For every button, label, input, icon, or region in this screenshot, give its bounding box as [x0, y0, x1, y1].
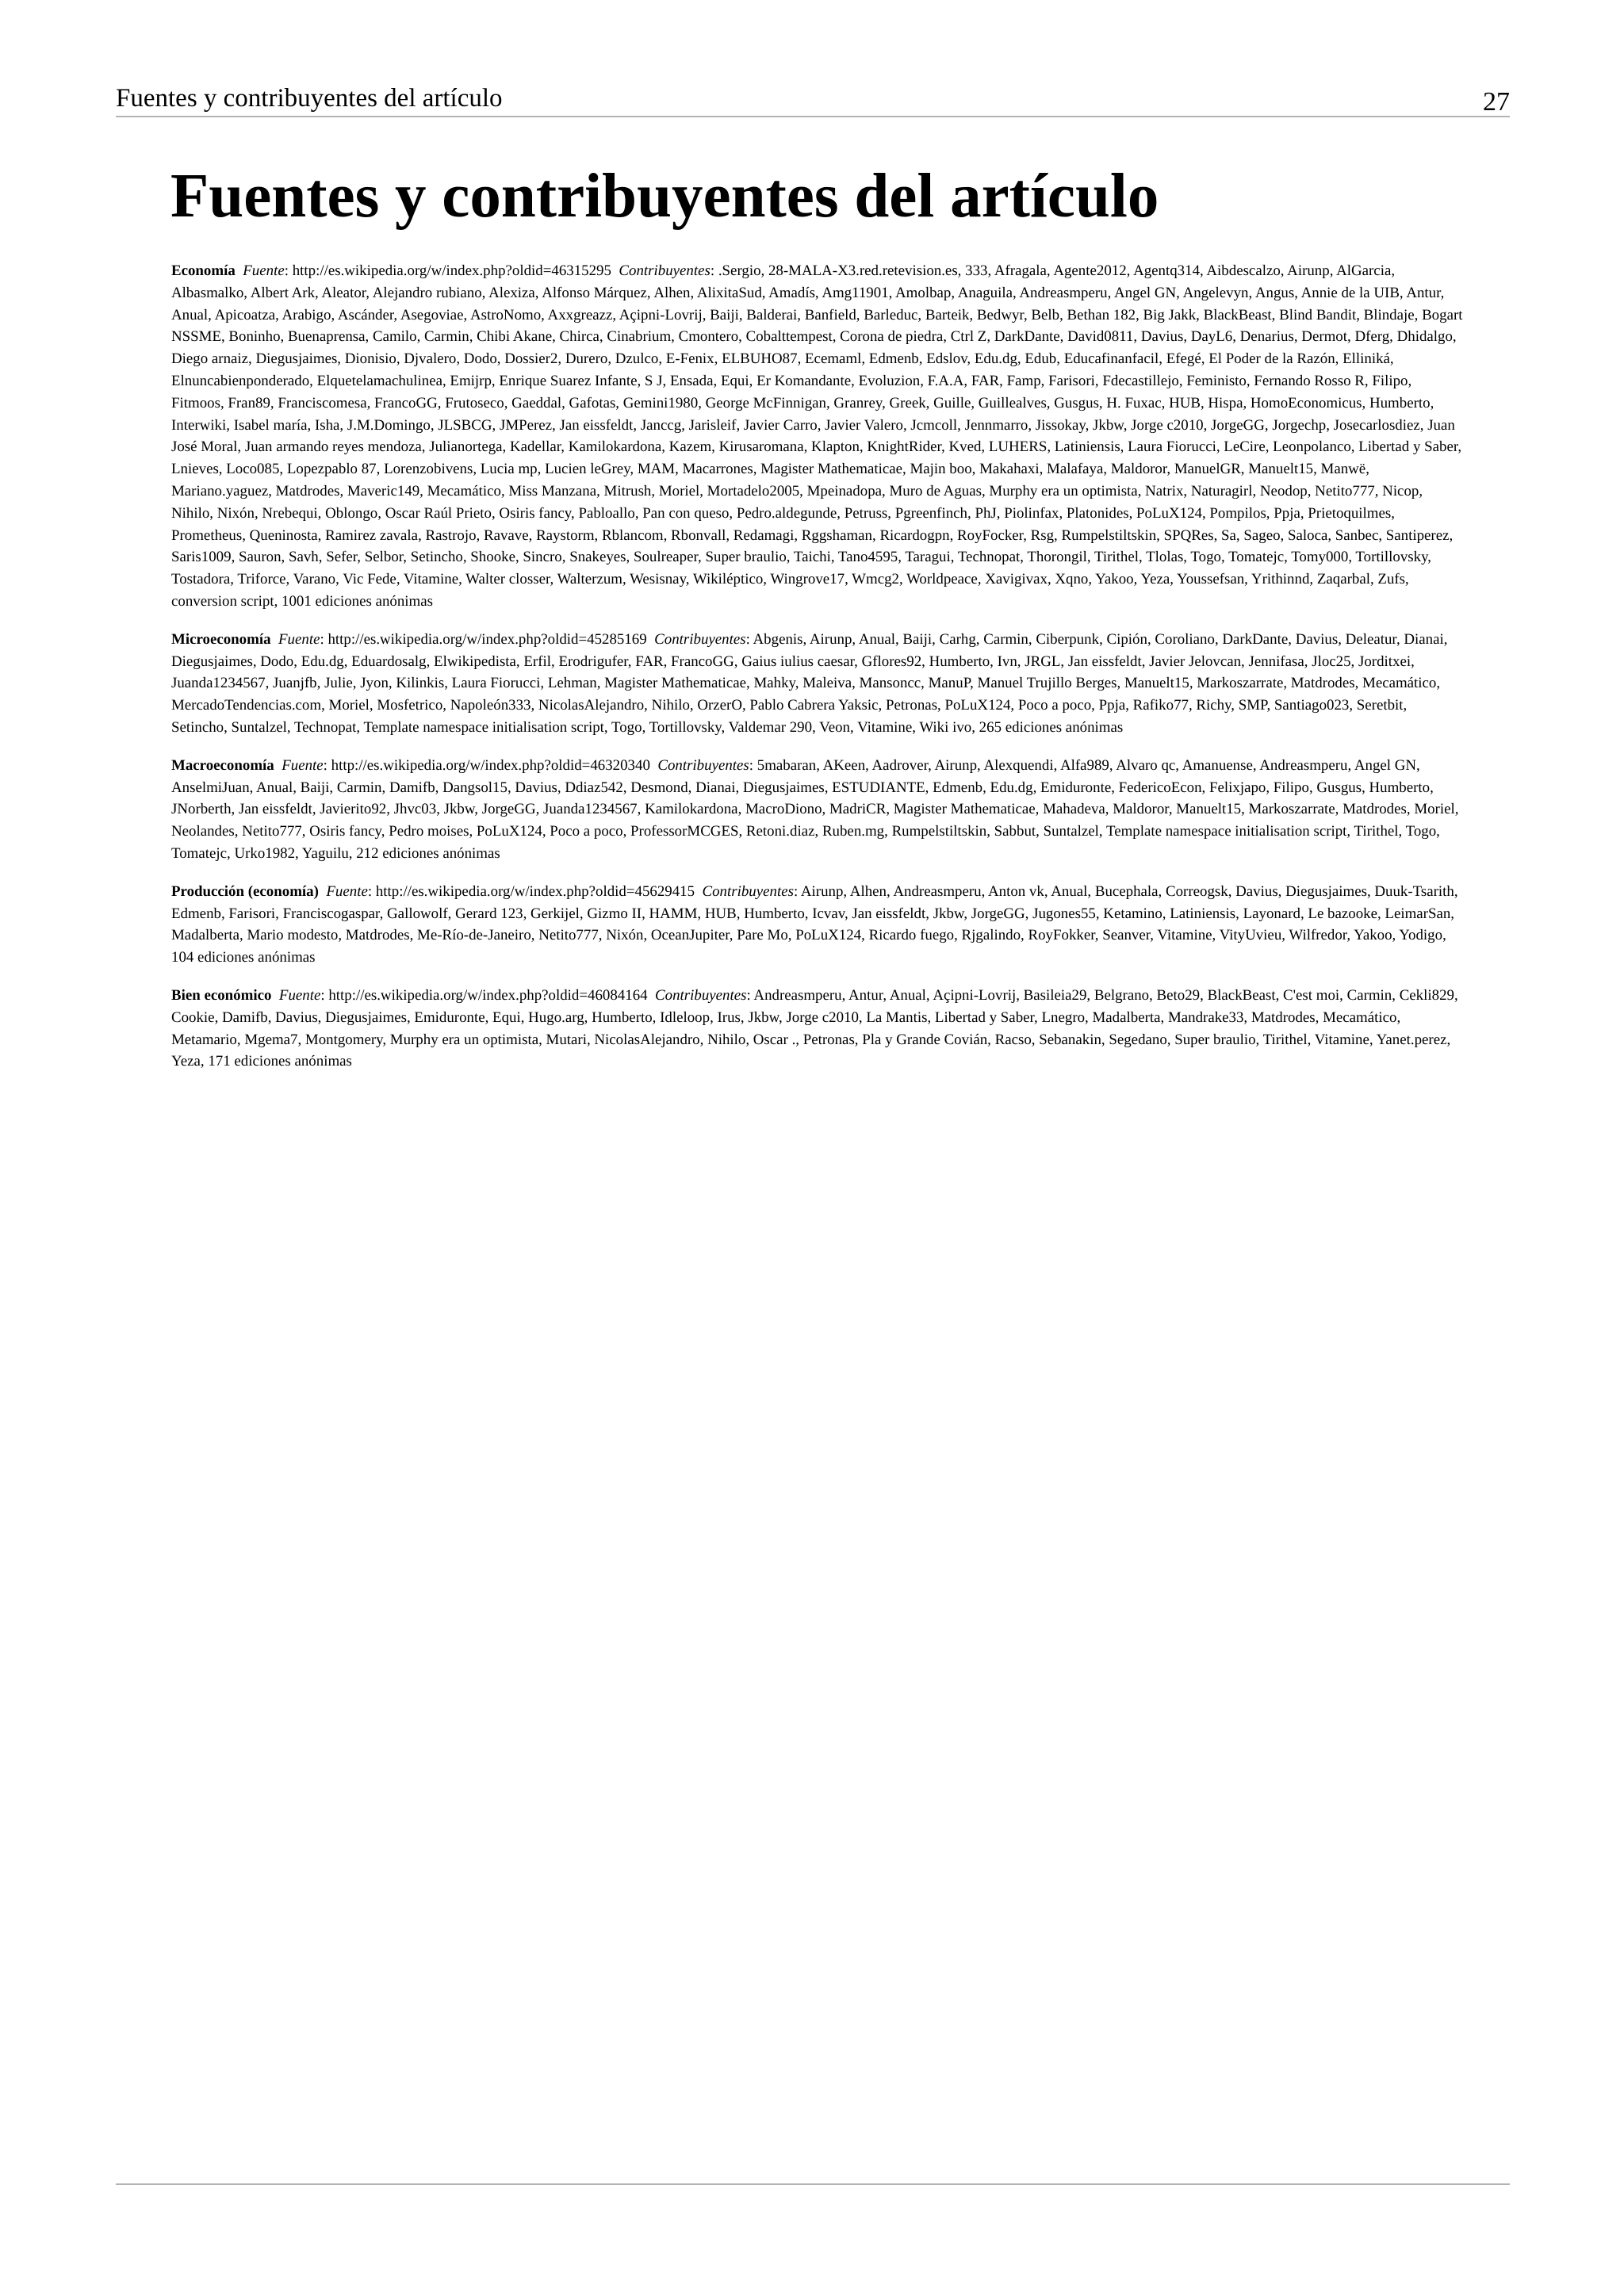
page-title: Fuentes y contribuyentes del artículo: [170, 162, 1159, 231]
source-url[interactable]: http://es.wikipedia.org/w/index.php?oldid=46320340: [331, 756, 650, 774]
contributors-label: Contribuyentes: [702, 882, 794, 900]
attribution-entry: Producción (economía) Fuente: http://es.wikipedia.org/w/index.php?oldid=45629415 Contribuyentes: Airunp, Alhen, Andreasmperu, Anton vk, Anual, Bucephala, Correogsk, Davius, Diegusjaimes, Duuk-Tsarith, Edmenb, Farisori, Franciscogaspar, Gallowolf, Gerard 123, Gerkijel, Gizmo II, HAMM, HUB, Humberto, Icvav, Jan eissfeldt, Jkbw, JorgeGG, Jugones55, Ketamino, Latiniensis, Layonard, Le bazooke, LeimarSan, Madalberta, Mario modesto, Matdrodes, Me-Río-de-Janeiro, Netito777, Nixón, OceanJupiter, Pare Mo, PoLuX124, Ricardo fuego, Rjgalindo, RoyFokker, Seanver, Vitamine, VityUvieu, Wilfredor, Yakoo, Yodigo, 104 ediciones anónimas: [171, 882, 1458, 966]
source-label: Fuente: [326, 882, 368, 900]
attribution-entry: Economía Fuente: http://es.wikipedia.org/w/index.php?oldid=46315295 Contribuyentes: .Sergio, 28-MALA-X3.red.retevision.es, 333, Afragala, Agente2012, Agentq314, Aibdescalzo, Airunp, AlGarcia, Albasmalko, Albert Ark, Aleator, Alejandro rubiano, Alexiza, Alfonso Márquez, Alhen, AlixitaSud, Amadís, Amg11901, Amolbap, Anaguila, Andreasmperu, Angel GN, Angelevyn, Angus, Annie de la UIB, Antur, Anual, Apicoatza, Arabigo, Ascánder, Asegoviae, AstroNomo, Axxgreazz, Açipni-Lovrij, Baiji, Balderai, Banfield, Barleduc, Barteik, Bedwyr, Belb, Bethan 182, Big Jakk, BlackBeast, Blind Bandit, Blindaje, Bogart NSSME, Boninho, Buenaprensa, Camilo, Carmin, Chibi Akane, Chirca, Cinabrium, Cmontero, Cobalttempest, Corona de piedra, Ctrl Z, DarkDante, David0811, Davius, DayL6, Denarius, Dermot, Dferg, Dhidalgo, Diego arnaiz, Diegusjaimes, Dionisio, Djvalero, Dodo, Dossier2, Durero, Dzulco, E-Fenix, ELBUHO87, Ecemaml, Edmenb, Edslov, Edu.dg, Edub, Educafinanfacil, Efegé, El Poder de la Razón, Elliniká, Elnuncabienponderado, Elquetelamachulinea, Emijrp, Enrique Suarez Infante, S J, Ensada, Equi, Er Komandante, Evoluzion, F.A.A, FAR, Famp, Farisori, Fdecastillejo, Feministo, Fernando Rosso R, Filipo, Fitmoos, Fran89, Franciscomesa, FrancoGG, Frutoseco, Gaeddal, Gafotas, Gemini1980, George McFinnigan, Granrey, Greek, Guille, Guillealves, Gusgus, H. Fuxac, HUB, Hispa, HomoEconomicus, Humberto, Interwiki, Isabel maría, Isha, J.M.Domingo, JLSBCG, JMPerez, Jan eissfeldt, Janccg, Jarisleif, Javier Carro, Javier Valero, Jcmcoll, Jennmarro, Jissokay, Jkbw, Jorge c2010, JorgeGG, Jorgechp, Josecarlosdiez, Juan José Moral, Juan armando reyes mendoza, Julianortega, Kadellar, Kamilokardona, Kazem, Kirusaromana, Klapton, KnightRider, Kved, LUHERS, Latiniensis, Laura Fiorucci, LeCire, Leonpolanco, Libertad y Saber, Lnieves, Loco085, Lopezpablo 87, Lorenzobivens, Lucia mp, Lucien leGrey, MAM, Macarrones, Magister Mathematicae, Majin boo, Makahaxi, Malafaya, Maldoror, ManuelGR, Manuelt15, Manwë, Mariano.yaguez, Matdrodes, Maveric149, Mecamático, Miss Manzana, Mitrush, Moriel, Mortadelo2005, Mpeinadopa, Muro de Aguas, Murphy era un optimista, Natrix, Naturagirl, Neodop, Netito777, Nicop, Nihilo, Nixón, Nrebequi, Oblongo, Oscar Raúl Prieto, Osiris fancy, Pabloallo, Pan con queso, Pedro.aldegunde, Petruss, Pgreenfinch, PhJ, Piolinfax, Platonides, PoLuX124, Pompilos, Ppja, Prietoquilmes, Prometheus, Queninosta, Ramirez zavala, Rastrojo, Ravave, Raystorm, Rblancom, Rbonvall, Redamagi, Rggshaman, Ricardogpn, RoyFocker, Rsg, Rumpelstiltskin, SPQRes, Sa, Sageo, Saloca, Sanbec, Santiperez, Saris1009, Sauron, Savh, Sefer, Selbor, Setincho, Shooke, Sincro, Snakeyes, Soulreaper, Super braulio, Taichi, Tano4595, Taragui, Technopat, Thorongil, Tirithel, Tlolas, Togo, Tomatejc, Tomy000, Tortillovsky, Tostadora, Triforce, Varano, Vic Fede, Vitamine, Walter closser, Walterzum, Wesisnay, Wikiléptico, Wingrove17, Wmcg2, Worldpeace, Xavigivax, Xqno, Yakoo, Yeza, Youssefsan, Yrithinnd, Zaqarbal, Zufs, conversion script, 1001 ediciones anónimas: [171, 262, 1463, 610]
contributors-list: Airunp, Alhen, Andreasmperu, Anton vk, Anual, Bucephala, Correogsk, Davius, Diegusjaimes, Duuk-Tsarith, Edmenb, Farisori, Franciscogaspar, Gallowolf, Gerard 123, Gerkijel, Gizmo II, HAMM, HUB, Humberto, Icvav, Jan eissfeldt, Jkbw, JorgeGG, Jugones55, Ketamino, Latiniensis, Layonard, Le bazooke, LeimarSan, Madalberta, Mario modesto, Matdrodes, Me-Río-de-Janeiro, Netito777, Nixón, OceanJupiter, Pare Mo, PoLuX124, Ricardo fuego, Rjgalindo, RoyFokker, Seanver, Vitamine, VityUvieu, Wilfredor, Yakoo, Yodigo, 104 ediciones anónimas: [171, 882, 1458, 966]
article-name: Macroeconomía: [171, 756, 274, 774]
attribution-entry: Bien económico Fuente: http://es.wikipedia.org/w/index.php?oldid=46084164 Contribuyentes: Andreasmperu, Antur, Anual, Açipni-Lovrij, Basileia29, Belgrano, Beto29, BlackBeast, C'est moi, Carmin, Cekli829, Cookie, Damifb, Davius, Diegusjaimes, Emiduronte, Equi, Hugo.arg, Humberto, Idleloop, Irus, Jkbw, Jorge c2010, La Mantis, Libertad y Saber, Lnegro, Madalberta, Mandrake33, Matdrodes, Mecamático, Metamario, Mgema7, Montgomery, Murphy era un optimista, Mutari, NicolasAlejandro, Nihilo, Oscar ., Petronas, Pla y Grande Covián, Racso, Sebanakin, Segedano, Super braulio, Tirithel, Vitamine, Yanet.perez, Yeza, 171 ediciones anónimas: [171, 986, 1458, 1070]
attribution-entry: Macroeconomía Fuente: http://es.wikipedia.org/w/index.php?oldid=46320340 Contribuyentes: 5mabaran, AKeen, Aadrover, Airunp, Alexquendi, Alfa989, Alvaro qc, Amanuense, Andreasmperu, Angel GN, AnselmiJuan, Anual, Baiji, Carmin, Damifb, Dangsol15, Davius, Ddiaz542, Desmond, Dianai, Diegusjaimes, ESTUDIANTE, Edmenb, Edu.dg, Emiduronte, FedericoEcon, Felixjapo, Filipo, Gusgus, Humberto, JNorberth, Jan eissfeldt, Javierito92, Jhvc03, Jkbw, JorgeGG, Juanda1234567, Kamilokardona, MacroDiono, MadriCR, Magister Mathematicae, Mahadeva, Maldoror, Manuelt15, Markoszarrate, Matdrodes, Moriel, Neolandes, Netito777, Osiris fancy, Pedro moises, PoLuX124, Poco a poco, ProfessorMCGES, Retoni.diaz, Ruben.mg, Rumpelstiltskin, Sabbut, Suntalzel, Template namespace initialisation script, Tirithel, Togo, Tomatejc, Urko1982, Yaguilu, 212 ediciones anónimas: [171, 756, 1459, 862]
source-url[interactable]: http://es.wikipedia.org/w/index.php?oldid=45629415: [375, 882, 695, 900]
contributors-list: Andreasmperu, Antur, Anual, Açipni-Lovrij, Basileia29, Belgrano, Beto29, BlackBeast, C'est moi, Carmin, Cekli829, Cookie, Damifb, Davius, Diegusjaimes, Emiduronte, Equi, Hugo.arg, Humberto, Idleloop, Irus, Jkbw, Jorge c2010, La Mantis, Libertad y Saber, Lnegro, Madalberta, Mandrake33, Matdrodes, Mecamático, Metamario, Mgema7, Montgomery, Murphy era un optimista, Mutari, NicolasAlejandro, Nihilo, Oscar ., Petronas, Pla y Grande Covián, Racso, Sebanakin, Segedano, Super braulio, Tirithel, Vitamine, Yanet.perez, Yeza, 171 ediciones anónimas: [171, 986, 1458, 1070]
contributors-label: Contribuyentes: [657, 756, 749, 774]
source-label: Fuente: [282, 756, 324, 774]
contributors-label: Contribuyentes: [619, 262, 710, 279]
attribution-entry: Microeconomía Fuente: http://es.wikipedia.org/w/index.php?oldid=45285169 Contribuyentes: Abgenis, Airunp, Anual, Baiji, Carhg, Carmin, Ciberpunk, Cipión, Coroliano, DarkDante, Davius, Deleatur, Dianai, Diegusjaimes, Dodo, Edu.dg, Eduardosalg, Elwikipedista, Erfil, Erodrigufer, FAR, FrancoGG, Gaius iulius caesar, Gflores92, Humberto, Ivn, JRGL, Jan eissfeldt, Javier Jelovcan, Jennifasa, Jloc25, Jorditxei, Juanda1234567, Juanjfb, Julie, Jyon, Kilinkis, Laura Fiorucci, Lehman, Magister Mathematicae, Mahky, Maleiva, Mansoncc, ManuP, Manuel Trujillo Berges, Manuelt15, Markoszarrate, Matdrodes, Mecamático, MercadoTendencias.com, Moriel, Mosfetrico, Napoleón333, NicolasAlejandro, Nihilo, OrzerO, Pablo Cabrera Yaksic, Petronas, PoLuX124, Poco a poco, Ppja, Rafiko77, Richy, SMP, Santiago023, Seretbit, Setincho, Suntalzel, Technopat, Template namespace initialisation script, Togo, Tortillovsky, Valdemar 290, Veon, Vitamine, Wiki ivo, 265 ediciones anónimas: [171, 630, 1448, 736]
article-name: Microeconomía: [171, 630, 271, 648]
article-name: Producción (economía): [171, 882, 319, 900]
contributors-list: 5mabaran, AKeen, Aadrover, Airunp, Alexquendi, Alfa989, Alvaro qc, Amanuense, Andreasmperu, Angel GN, AnselmiJuan, Anual, Baiji, Carmin, Damifb, Dangsol15, Davius, Ddiaz542, Desmond, Dianai, Diegusjaimes, ESTUDIANTE, Edmenb, Edu.dg, Emiduronte, FedericoEcon, Felixjapo, Filipo, Gusgus, Humberto, JNorberth, Jan eissfeldt, Javierito92, Jhvc03, Jkbw, JorgeGG, Juanda1234567, Kamilokardona, MacroDiono, MadriCR, Magister Mathematicae, Mahadeva, Maldoror, Manuelt15, Markoszarrate, Matdrodes, Moriel, Neolandes, Netito777, Osiris fancy, Pedro moises, PoLuX124, Poco a poco, ProfessorMCGES, Retoni.diaz, Ruben.mg, Rumpelstiltskin, Sabbut, Suntalzel, Template namespace initialisation script, Tirithel, Togo, Tomatejc, Urko1982, Yaguilu, 212 ediciones anónimas: [171, 756, 1459, 862]
source-url[interactable]: http://es.wikipedia.org/w/index.php?oldid=46315295: [292, 262, 611, 279]
running-header: [116, 79, 1510, 117]
source-label: Fuente: [278, 986, 321, 1004]
footer-divider: [116, 2183, 1510, 2185]
running-header-title: Fuentes y contribuyentes del artículo: [116, 84, 503, 113]
contributors-list: .Sergio, 28-MALA-X3.red.retevision.es, 333, Afragala, Agente2012, Agentq314, Aibdescalzo, Airunp, AlGarcia, Albasmalko, Albert Ark, Aleator, Alejandro rubiano, Alexiza, Alfonso Márquez, Alhen, AlixitaSud, Amadís, Amg11901, Amolbap, Anaguila, Andreasmperu, Angel GN, Angelevyn, Angus, Annie de la UIB, Antur, Anual, Apicoatza, Arabigo, Ascánder, Asegoviae, AstroNomo, Axxgreazz, Açipni-Lovrij, Baiji, Balderai, Banfield, Barleduc, Barteik, Bedwyr, Belb, Bethan 182, Big Jakk, BlackBeast, Blind Bandit, Blindaje, Bogart NSSME, Boninho, Buenaprensa, Camilo, Carmin, Chibi Akane, Chirca, Cinabrium, Cmontero, Cobalttempest, Corona de piedra, Ctrl Z, DarkDante, David0811, Davius, DayL6, Denarius, Dermot, Dferg, Dhidalgo, Diego arnaiz, Diegusjaimes, Dionisio, Djvalero, Dodo, Dossier2, Durero, Dzulco, E-Fenix, ELBUHO87, Ecemaml, Edmenb, Edslov, Edu.dg, Edub, Educafinanfacil, Efegé, El Poder de la Razón, Elliniká, Elnuncabienponderado, Elquetelamachulinea, Emijrp, Enrique Suarez Infante, S J, Ensada, Equi, Er Komandante, Evoluzion, F.A.A, FAR, Famp, Farisori, Fdecastillejo, Feministo, Fernando Rosso R, Filipo, Fitmoos, Fran89, Franciscomesa, FrancoGG, Frutoseco, Gaeddal, Gafotas, Gemini1980, George McFinnigan, Granrey, Greek, Guille, Guillealves, Gusgus, H. Fuxac, HUB, Hispa, HomoEconomicus, Humberto, Interwiki, Isabel maría, Isha, J.M.Domingo, JLSBCG, JMPerez, Jan eissfeldt, Janccg, Jarisleif, Javier Carro, Javier Valero, Jcmcoll, Jennmarro, Jissokay, Jkbw, Jorge c2010, JorgeGG, Jorgechp, Josecarlosdiez, Juan José Moral, Juan armando reyes mendoza, Julianortega, Kadellar, Kamilokardona, Kazem, Kirusaromana, Klapton, KnightRider, Kved, LUHERS, Latiniensis, Laura Fiorucci, LeCire, Leonpolanco, Libertad y Saber, Lnieves, Loco085, Lopezpablo 87, Lorenzobivens, Lucia mp, Lucien leGrey, MAM, Macarrones, Magister Mathematicae, Majin boo, Makahaxi, Malafaya, Maldoror, ManuelGR, Manuelt15, Manwë, Mariano.yaguez, Matdrodes, Maveric149, Mecamático, Miss Manzana, Mitrush, Moriel, Mortadelo2005, Mpeinadopa, Muro de Aguas, Murphy era un optimista, Natrix, Naturagirl, Neodop, Netito777, Nicop, Nihilo, Nixón, Nrebequi, Oblongo, Oscar Raúl Prieto, Osiris fancy, Pabloallo, Pan con queso, Pedro.aldegunde, Petruss, Pgreenfinch, PhJ, Piolinfax, Platonides, PoLuX124, Pompilos, Ppja, Prietoquilmes, Prometheus, Queninosta, Ramirez zavala, Rastrojo, Ravave, Raystorm, Rblancom, Rbonvall, Redamagi, Rggshaman, Ricardogpn, RoyFocker, Rsg, Rumpelstiltskin, SPQRes, Sa, Sageo, Saloca, Sanbec, Santiperez, Saris1009, Sauron, Savh, Sefer, Selbor, Setincho, Shooke, Sincro, Snakeyes, Soulreaper, Super braulio, Taichi, Tano4595, Taragui, Technopat, Thorongil, Tirithel, Tlolas, Togo, Tomatejc, Tomy000, Tortillovsky, Tostadora, Triforce, Varano, Vic Fede, Vitamine, Walter closser, Walterzum, Wesisnay, Wikiléptico, Wingrove17, Wmcg2, Worldpeace, Xavigivax, Xqno, Yakoo, Yeza, Youssefsan, Yrithinnd, Zaqarbal, Zufs, conversion script, 1001 ediciones anónimas: [171, 262, 1463, 610]
source-url[interactable]: http://es.wikipedia.org/w/index.php?oldid=46084164: [328, 986, 648, 1004]
source-label: Fuente: [278, 630, 320, 648]
article-name: Bien económico: [171, 986, 272, 1004]
article-name: Economía: [171, 262, 236, 279]
source-label: Fuente: [243, 262, 285, 279]
source-url[interactable]: http://es.wikipedia.org/w/index.php?oldid=45285169: [327, 630, 647, 648]
contributors-label: Contribuyentes: [654, 630, 746, 648]
attribution-list: [171, 260, 1465, 1089]
contributors-list: Abgenis, Airunp, Anual, Baiji, Carhg, Carmin, Ciberpunk, Cipión, Coroliano, DarkDante, Davius, Deleatur, Dianai, Diegusjaimes, Dodo, Edu.dg, Eduardosalg, Elwikipedista, Erfil, Erodrigufer, FAR, FrancoGG, Gaius iulius caesar, Gflores92, Humberto, Ivn, JRGL, Jan eissfeldt, Javier Jelovcan, Jennifasa, Jloc25, Jorditxei, Juanda1234567, Juanjfb, Julie, Jyon, Kilinkis, Laura Fiorucci, Lehman, Magister Mathematicae, Mahky, Maleiva, Mansoncc, ManuP, Manuel Trujillo Berges, Manuelt15, Markoszarrate, Matdrodes, Mecamático, MercadoTendencias.com, Moriel, Mosfetrico, Napoleón333, NicolasAlejandro, Nihilo, OrzerO, Pablo Cabrera Yaksic, Petronas, PoLuX124, Poco a poco, Ppja, Rafiko77, Richy, SMP, Santiago023, Seretbit, Setincho, Suntalzel, Technopat, Template namespace initialisation script, Togo, Tortillovsky, Valdemar 290, Veon, Vitamine, Wiki ivo, 265 ediciones anónimas: [171, 630, 1448, 736]
contributors-label: Contribuyentes: [655, 986, 747, 1004]
page-number: 27: [1483, 87, 1510, 117]
